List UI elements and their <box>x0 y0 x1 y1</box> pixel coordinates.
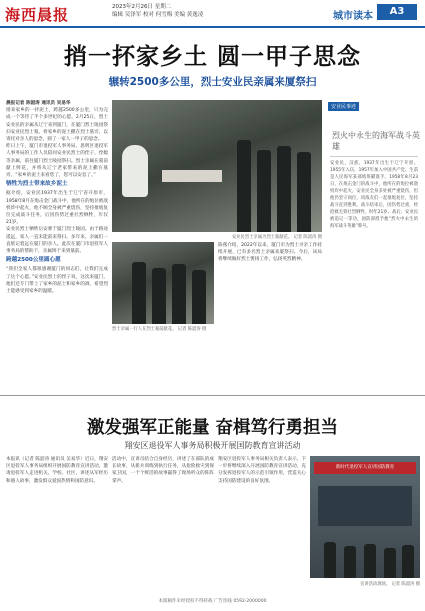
person-figure <box>152 268 166 324</box>
article-column-3 <box>218 242 322 385</box>
issue-info <box>112 3 203 19</box>
person-figure <box>277 146 291 232</box>
person-figure <box>192 270 206 324</box>
article-paragraph: “我们全家人都很感谢厦门的同志们，让我们完成了这个心愿。”安业民烈士的侄子说，这次来厦门，他们还专门带上了家乡的泥土和家乡的酒，希望烈士能感受到家乡的温暖。 <box>6 267 108 295</box>
page-footer: 本版稿件未经授权不得转载 广告热线 0592-2000000 <box>158 599 267 604</box>
editor-credits: 编辑 吴泽军 校对 何雪梅 美编 黄逸凌 <box>112 12 204 18</box>
newspaper-masthead: 海西晨报 <box>5 6 70 24</box>
article2-column-1 <box>6 456 108 594</box>
article-paragraph: 昨日上午，厦门市退役军人事务局、思明区退役军人事务局的工作人员陪同安业民烈士的侄子、侄媳等亲属，前往厦门烈士陵园祭扫。烈士亲属在墓前献上鲜花，并将从辽宁老家带来的泥土撒在墓旁。“家乡的泥土来看您了，您可以安息了。” <box>6 144 108 179</box>
person-figure <box>257 150 271 232</box>
issue-date: 2023年2月26日 星期二 <box>112 4 172 10</box>
article-byline: 晨报记者 陈韶涛 通讯员 吴易华 <box>6 101 71 106</box>
sidebar-divider <box>330 156 418 157</box>
memorial-photo-2 <box>112 242 214 324</box>
tomb-shape <box>162 170 222 182</box>
person-figure <box>384 548 396 578</box>
sidebar-title: 烈火中永生的海军战斗英雄 <box>332 131 420 151</box>
page-number-badge: A3 <box>377 4 417 20</box>
sidebar-tag: 安业民事迹 <box>328 102 359 111</box>
person-figure <box>344 546 356 578</box>
section-heading: 牺牲为烈士带来故乡泥土 <box>6 181 68 188</box>
article-paragraph: 捎来家乡的一抔泥土，跨越2500多公里，只为完成一个等待了半个多世纪的心愿。2月25日，烈士安业民的亲属从辽宁来到厦门，在厦门烈士陵园祭扫安业民烈士墓，将家乡的泥土撒在烈士墓旁，以寄托对亲人的思念，圆了一家人一甲子的思念。 <box>6 108 108 143</box>
sidebar-body: 安业民，汉族，1937年出生于辽宁开原。1955年入伍，1957年加入中国共产党。生前是人民海军某部炮班瞄准手。1958年8月23日，在炮击金门的战斗中，他所在的炮位被敌机炸中起火，安业民全身多处被严重烧伤，但他仍坚守岗位，同战友们一起推炮复位，坚持战斗直到胜利。战斗结束后，因伤势过重，经抢救无效壮烈牺牲，时年21岁。战后，安业民被追记一等功，国防部授予他“烈火中永生的海军战斗英雄”称号。 <box>330 161 418 229</box>
header-divider <box>0 26 425 28</box>
article-paragraph: 活动中，宣讲员结合自身经历，讲述了在部队的成长故事，从新兵训练到执行任务，从抢险救灾到保家卫国，一个个鲜活的故事赢得了现场听众的阵阵掌声。 <box>112 457 214 484</box>
main-headline: 捎一抔家乡土 圆一甲子思念 <box>63 43 361 70</box>
person-figure <box>324 542 336 578</box>
person-figure <box>237 140 251 232</box>
page-header <box>0 0 425 26</box>
photo-caption: 安业民烈士亲属为烈士墓献花。 记者 陈韶涛 摄 <box>231 235 322 240</box>
article-paragraph: 陈燕介绍，2022年以来，厦门市为烈士寻亲工作持续开展，已有多名烈士亲属来厦祭扫。今后，该局将继续做好烈士褒扬工作，弘扬英烈精神。 <box>218 243 322 263</box>
section-title: 城市读本 <box>333 11 373 22</box>
story-divider <box>0 395 425 396</box>
memorial-photo-1 <box>112 100 322 232</box>
section-heading: 跨越2500公里圆心愿 <box>6 257 61 264</box>
article-paragraph: 安业民烈士牺牲后安葬于厦门烈士陵园。由于路途遥远，家人一直未能前来祭扫。多年来，亲属们一直惦记着远在厦门的亲人。此次在厦门市退役军人事务局的帮助下，亲属终于来到墓前。 <box>6 227 108 255</box>
article2-column-3 <box>218 456 306 594</box>
person-figure <box>402 545 414 578</box>
screen-shape <box>318 486 412 526</box>
sidebar-box <box>326 100 422 345</box>
second-subheadline: 翔安区退役军人事务局积极开展国防教育宣讲活动 <box>124 441 301 450</box>
person-figure <box>297 152 311 232</box>
article-paragraph: 本报讯（记者 陈韶涛 通讯员 吴易华）近日，翔安区退役军人事务局组织开展国防教育宣讲活动，邀请退役军人走进机关、学校、社区，讲述从军经历和感人故事，激发群众爱国热情和国防意识。 <box>6 457 108 484</box>
person-figure <box>172 264 186 324</box>
main-subheadline: 辗转2500多公里，烈士安业民亲属来厦祭扫 <box>108 76 317 88</box>
person-figure <box>364 544 376 578</box>
photo-caption: 烈士亲属一行人在烈士墓前献花。 记者 陈韶涛 摄 <box>112 327 207 332</box>
person-figure <box>132 262 146 324</box>
article-paragraph: 据介绍，安业民1937年出生于辽宁省开原市，1958年8月在炮击金门战斗中，他所在的炮位被敌机炸中起火，他不顾全身被严重烧伤，坚持推炮复位完成战斗任务，后因伤势过重壮烈牺牲，年仅21岁。 <box>6 191 108 226</box>
article-column-1 <box>6 100 108 385</box>
photo-caption: 宣讲活动现场。 记者 陈韶涛 摄 <box>360 582 420 587</box>
second-headline: 激发强军正能量 奋楫笃行勇担当 <box>86 418 339 438</box>
article2-column-2 <box>112 456 214 594</box>
article-paragraph: 翔安区退役军人事务局相关负责人表示，下一步将继续深入开展国防教育宣讲活动，充分发挥退役军人的示范引领作用，营造关心支持国防建设的良好氛围。 <box>218 457 306 484</box>
wreath-shape <box>122 145 148 197</box>
stage-banner: 新时代退役军人宣讲国防教育 <box>314 462 416 474</box>
lecture-photo <box>310 456 420 578</box>
